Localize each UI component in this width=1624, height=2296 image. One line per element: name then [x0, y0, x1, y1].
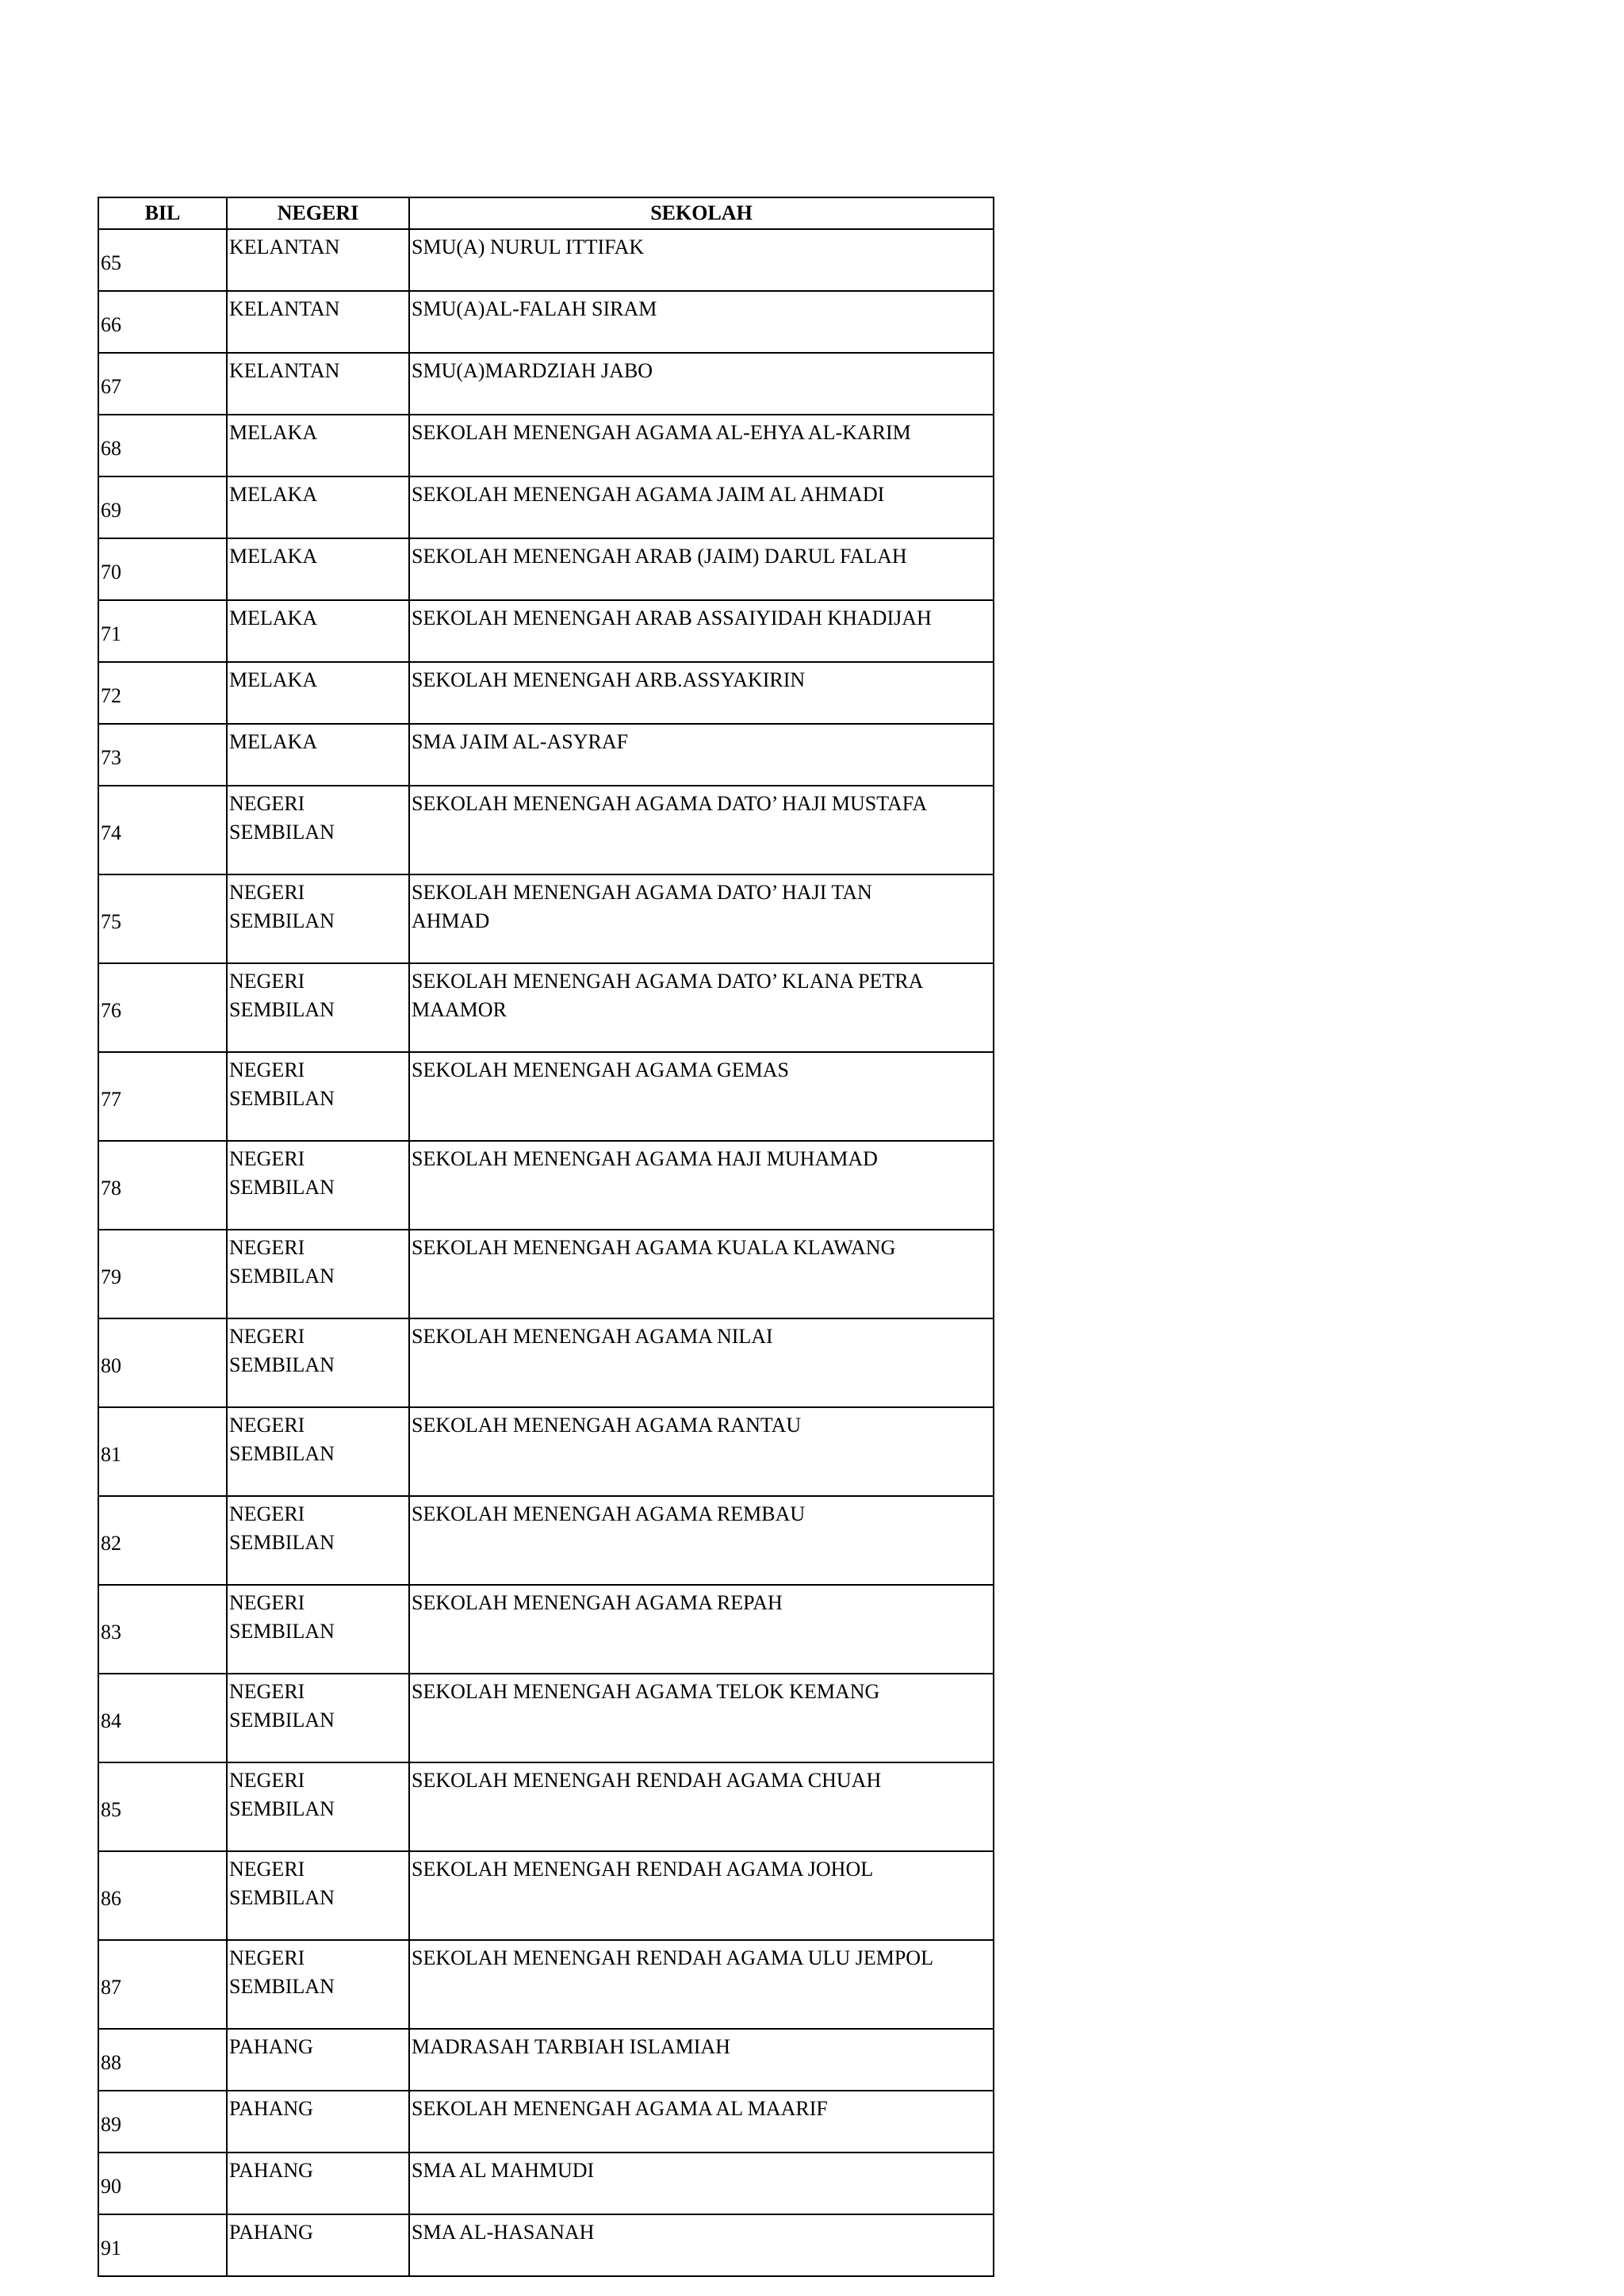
cell-negeri	[227, 291, 409, 353]
table-row	[98, 229, 994, 291]
negeri-text: KELANTAN	[229, 235, 340, 258]
cell-bil: 72	[98, 662, 227, 724]
table-row	[98, 1496, 994, 1585]
cell-sekolah	[409, 2029, 994, 2091]
sekolah-text: SEKOLAH MENENGAH AGAMA REPAH	[412, 1591, 783, 1614]
sekolah-text: SEKOLAH MENENGAH AGAMA RANTAU	[412, 1414, 802, 1437]
cell-sekolah	[409, 1141, 994, 1230]
negeri-text: NEGERI SEMBILAN	[229, 1769, 335, 1820]
cell-bil: 76	[98, 963, 227, 1052]
sekolah-text: SEKOLAH MENENGAH AGAMA NILAI	[412, 1325, 773, 1348]
cell-negeri	[227, 1407, 409, 1496]
cell-bil: 84	[98, 1674, 227, 1762]
sekolah-text: SEKOLAH MENENGAH ARAB (JAIM) DARUL FALAH	[412, 545, 907, 568]
negeri-text: MELAKA	[229, 545, 318, 568]
header-sekolah: SEKOLAH	[409, 197, 994, 229]
cell-sekolah	[409, 600, 994, 662]
cell-sekolah	[409, 1585, 994, 1674]
cell-sekolah	[409, 291, 994, 353]
table-row	[98, 1141, 994, 1230]
header-row	[98, 197, 994, 229]
negeri-text: NEGERI SEMBILAN	[229, 1147, 335, 1199]
cell-negeri	[227, 1851, 409, 1940]
table-row	[98, 291, 994, 353]
table-row	[98, 476, 994, 538]
cell-sekolah	[409, 724, 994, 786]
header-negeri: NEGERI	[227, 197, 409, 229]
table-row	[98, 1052, 994, 1141]
cell-negeri	[227, 1318, 409, 1407]
sekolah-text: SEKOLAH MENENGAH AGAMA KUALA KLAWANG	[412, 1236, 896, 1259]
cell-negeri	[227, 1762, 409, 1851]
sekolah-text: SMU(A)MARDZIAH JABO	[412, 359, 653, 382]
negeri-text: NEGERI SEMBILAN	[229, 1680, 335, 1732]
cell-sekolah	[409, 662, 994, 724]
cell-bil: 88	[98, 2029, 227, 2091]
sekolah-text: SEKOLAH MENENGAH RENDAH AGAMA CHUAH	[412, 1769, 882, 1792]
cell-bil: 66	[98, 291, 227, 353]
school-table	[98, 197, 994, 2277]
cell-sekolah	[409, 1851, 994, 1940]
table-row	[98, 1940, 994, 2029]
negeri-text: PAHANG	[229, 2097, 313, 2120]
cell-negeri	[227, 476, 409, 538]
negeri-text: NEGERI SEMBILAN	[229, 1591, 335, 1643]
cell-negeri	[227, 1141, 409, 1230]
negeri-text: NEGERI SEMBILAN	[229, 1946, 335, 1998]
table-row	[98, 2091, 994, 2152]
negeri-text: KELANTAN	[229, 359, 340, 382]
cell-sekolah	[409, 1496, 994, 1585]
cell-bil: 89	[98, 2091, 227, 2152]
sekolah-text: MADRASAH TARBIAH ISLAMIAH	[412, 2035, 730, 2058]
cell-bil: 91	[98, 2214, 227, 2276]
sekolah-text: SEKOLAH MENENGAH AGAMA AL MAARIF	[412, 2097, 828, 2120]
table-row	[98, 2029, 994, 2091]
sekolah-text: SEKOLAH MENENGAH AGAMA TELOK KEMANG	[412, 1680, 880, 1703]
cell-negeri	[227, 1496, 409, 1585]
cell-sekolah	[409, 1407, 994, 1496]
cell-bil: 71	[98, 600, 227, 662]
sekolah-text: SEKOLAH MENENGAH AGAMA DATO’ HAJI MUSTAFA	[412, 792, 928, 815]
cell-negeri	[227, 1674, 409, 1762]
cell-bil: 87	[98, 1940, 227, 2029]
cell-bil: 73	[98, 724, 227, 786]
negeri-text: MELAKA	[229, 607, 318, 629]
table-row	[98, 600, 994, 662]
table-row	[98, 1407, 994, 1496]
negeri-text: MELAKA	[229, 421, 318, 444]
table-row	[98, 415, 994, 476]
cell-sekolah	[409, 2152, 994, 2214]
sekolah-text: SMU(A) NURUL ITTIFAK	[412, 235, 645, 258]
table-body	[98, 229, 994, 2276]
cell-sekolah	[409, 786, 994, 874]
cell-negeri	[227, 1230, 409, 1318]
negeri-text: NEGERI SEMBILAN	[229, 1058, 335, 1110]
table-row	[98, 1585, 994, 1674]
cell-bil: 69	[98, 476, 227, 538]
sekolah-text: SMA JAIM AL-ASYRAF	[412, 730, 629, 753]
table-row	[98, 2152, 994, 2214]
cell-sekolah	[409, 1052, 994, 1141]
cell-sekolah	[409, 476, 994, 538]
sekolah-text: SEKOLAH MENENGAH RENDAH AGAMA JOHOL	[412, 1858, 874, 1881]
sekolah-text: SEKOLAH MENENGAH ARAB ASSAIYIDAH KHADIJAH	[412, 607, 932, 629]
negeri-text: KELANTAN	[229, 297, 340, 320]
cell-negeri	[227, 874, 409, 963]
table-row	[98, 1318, 994, 1407]
cell-sekolah	[409, 1230, 994, 1318]
negeri-text: NEGERI SEMBILAN	[229, 1858, 335, 1909]
table-row	[98, 1762, 994, 1851]
cell-bil: 81	[98, 1407, 227, 1496]
table-row	[98, 353, 994, 415]
cell-negeri	[227, 662, 409, 724]
negeri-text: PAHANG	[229, 2035, 313, 2058]
cell-sekolah	[409, 538, 994, 600]
cell-sekolah	[409, 415, 994, 476]
cell-negeri	[227, 786, 409, 874]
cell-bil: 70	[98, 538, 227, 600]
cell-bil: 65	[98, 229, 227, 291]
cell-sekolah	[409, 229, 994, 291]
cell-bil: 86	[98, 1851, 227, 1940]
sekolah-text: SEKOLAH MENENGAH AGAMA DATO’ KLANA PETRA MAAMOR	[412, 970, 924, 1021]
sekolah-text: SMA AL MAHMUDI	[412, 2159, 595, 2182]
cell-negeri	[227, 724, 409, 786]
sekolah-text: SEKOLAH MENENGAH AGAMA JAIM AL AHMADI	[412, 483, 885, 506]
table-row	[98, 662, 994, 724]
cell-bil: 75	[98, 874, 227, 963]
table-row	[98, 874, 994, 963]
negeri-text: NEGERI SEMBILAN	[229, 1236, 335, 1288]
cell-bil: 82	[98, 1496, 227, 1585]
sekolah-text: SEKOLAH MENENGAH RENDAH AGAMA ULU JEMPOL	[412, 1946, 933, 1969]
cell-bil: 68	[98, 415, 227, 476]
cell-bil: 83	[98, 1585, 227, 1674]
cell-negeri	[227, 2152, 409, 2214]
negeri-text: MELAKA	[229, 668, 318, 691]
sekolah-text: SEKOLAH MENENGAH AGAMA HAJI MUHAMAD	[412, 1147, 878, 1170]
header-bil: BIL	[98, 197, 227, 229]
sekolah-text: SEKOLAH MENENGAH AGAMA REMBAU	[412, 1502, 806, 1525]
cell-bil: 78	[98, 1141, 227, 1230]
cell-negeri	[227, 353, 409, 415]
table-row	[98, 1230, 994, 1318]
table-row	[98, 963, 994, 1052]
cell-sekolah	[409, 963, 994, 1052]
negeri-text: NEGERI SEMBILAN	[229, 1502, 335, 1554]
table-row	[98, 724, 994, 786]
negeri-text: PAHANG	[229, 2221, 313, 2244]
cell-negeri	[227, 538, 409, 600]
cell-negeri	[227, 600, 409, 662]
cell-sekolah	[409, 1318, 994, 1407]
cell-sekolah	[409, 1674, 994, 1762]
sekolah-text: SMA AL-HASANAH	[412, 2221, 595, 2244]
table-row	[98, 538, 994, 600]
cell-bil: 85	[98, 1762, 227, 1851]
cell-negeri	[227, 1585, 409, 1674]
cell-negeri	[227, 963, 409, 1052]
sekolah-text: SMU(A)AL-FALAH SIRAM	[412, 297, 657, 320]
table-row	[98, 1674, 994, 1762]
table-row	[98, 786, 994, 874]
cell-sekolah	[409, 353, 994, 415]
cell-negeri	[227, 2214, 409, 2276]
cell-bil: 77	[98, 1052, 227, 1141]
negeri-text: MELAKA	[229, 483, 318, 506]
table-header	[98, 197, 994, 229]
cell-sekolah	[409, 2091, 994, 2152]
sekolah-text: SEKOLAH MENENGAH AGAMA GEMAS	[412, 1058, 789, 1081]
cell-negeri	[227, 2091, 409, 2152]
negeri-text: MELAKA	[229, 730, 318, 753]
cell-negeri	[227, 1052, 409, 1141]
cell-bil: 90	[98, 2152, 227, 2214]
negeri-text: PAHANG	[229, 2159, 313, 2182]
cell-bil: 74	[98, 786, 227, 874]
table-row	[98, 1851, 994, 1940]
cell-bil: 79	[98, 1230, 227, 1318]
negeri-text: NEGERI SEMBILAN	[229, 970, 335, 1021]
cell-negeri	[227, 1940, 409, 2029]
cell-sekolah	[409, 874, 994, 963]
cell-sekolah	[409, 1762, 994, 1851]
sekolah-text: SEKOLAH MENENGAH AGAMA AL-EHYA AL-KARIM	[412, 421, 911, 444]
negeri-text: NEGERI SEMBILAN	[229, 1414, 335, 1465]
cell-bil: 67	[98, 353, 227, 415]
cell-bil: 80	[98, 1318, 227, 1407]
cell-negeri	[227, 415, 409, 476]
cell-sekolah	[409, 1940, 994, 2029]
sekolah-text: SEKOLAH MENENGAH ARB.ASSYAKIRIN	[412, 668, 806, 691]
negeri-text: NEGERI SEMBILAN	[229, 792, 335, 844]
negeri-text: NEGERI SEMBILAN	[229, 881, 335, 932]
sekolah-text: SEKOLAH MENENGAH AGAMA DATO’ HAJI TAN AHMAD	[412, 881, 872, 932]
cell-negeri	[227, 229, 409, 291]
cell-negeri	[227, 2029, 409, 2091]
cell-sekolah	[409, 2214, 994, 2276]
table-row	[98, 2214, 994, 2276]
negeri-text: NEGERI SEMBILAN	[229, 1325, 335, 1376]
